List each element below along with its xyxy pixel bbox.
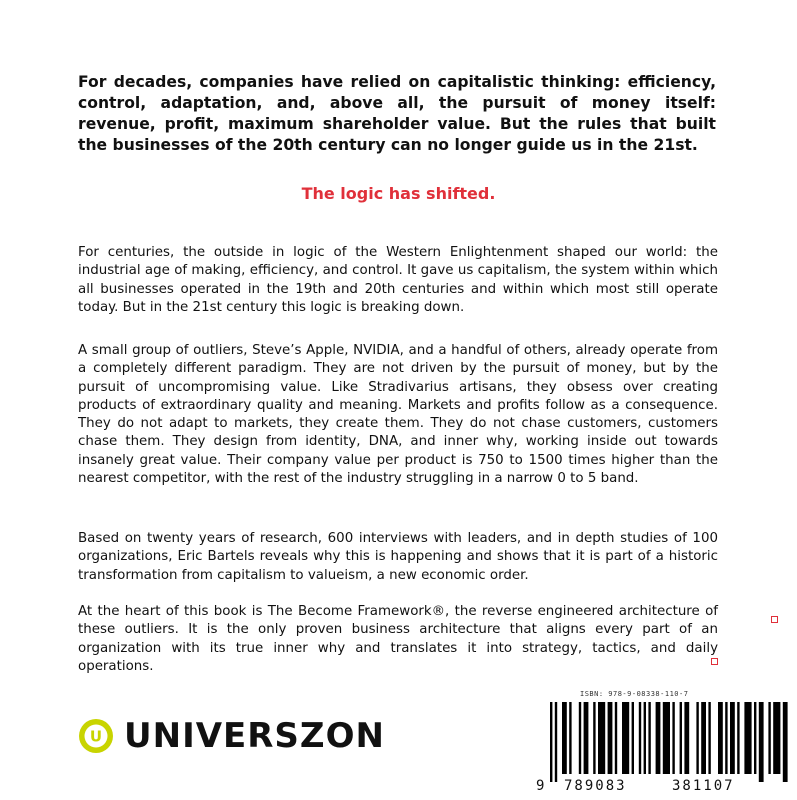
barcode-bar — [725, 702, 727, 774]
isbn-barcode — [536, 686, 797, 800]
barcode-bar — [584, 702, 589, 774]
barcode-bar — [579, 702, 581, 774]
body-paragraph-1: For centuries, the outside in logic of the Western Enlightenment shaped our world: the industrial age of making, efficiency, and control. It gave us capitalism, the system within which all businesses operated in the 19th and 20th centuries and within which most still operate today. But in the 21st century this logic is breaking down. — [78, 245, 718, 315]
barcode-bar — [701, 702, 706, 774]
barcode-bar — [615, 702, 617, 774]
barcode-bar — [718, 702, 723, 774]
barcode-bar — [730, 702, 735, 774]
body-paragraph-2: A small group of outliers, Steve’s Apple, NVIDIA, and a handful of others, already operate from a completely different paradigm. They are not driven by the pursuit of money, but by the pursuit of uncompromising value. Like Stradivarius artisans, they obsess over creating products of extraordinary quality and meaning. Markets and profits follow as a consequence. They do not adapt to markets, they create them. They do not chase customers, customers chase them. They design from identity, DNA, and inner why, working inside out towards insanely great value. Their company value per product is 750 to 1500 times higher than the nearest competitor, with the rest of the industry struggling in a narrow 0 to 5 band. — [78, 343, 718, 487]
barcode-bar — [737, 702, 739, 774]
barcode-bar — [684, 702, 689, 774]
barcode-bars — [542, 702, 792, 782]
tagline: The logic has shifted. — [301, 184, 496, 203]
publisher-logo — [78, 716, 385, 756]
barcode-digit-first: 9 — [536, 778, 545, 794]
barcode-bar — [696, 702, 698, 774]
barcode-bar — [639, 702, 641, 774]
intro-paragraph: For decades, companies have relied on capitalistic thinking: efficiency, control, adaptation, and, above all, the pursuit of money itself: revenue, profit, maximum shareholder value. But the rules that built the businesses of the 20th century can no longer guide us in the 21st. — [78, 73, 716, 154]
publisher-mark-letter: U — [89, 727, 103, 746]
barcode-bar — [680, 702, 682, 774]
publisher-mark-icon — [78, 718, 114, 754]
barcode-bar — [644, 702, 646, 774]
barcode-bar — [622, 702, 629, 774]
barcode-digits-right: 381107 — [672, 778, 735, 794]
print-mark — [771, 616, 778, 623]
barcode-bar — [562, 702, 567, 774]
barcode-bar — [608, 702, 613, 774]
barcode-digits-left: 789083 — [564, 778, 627, 794]
barcode-bar — [744, 702, 751, 774]
body-paragraph-4: At the heart of this book is The Become Framework®, the reverse engineered architecture of these outliers. It is the only proven business architecture that aligns every part of an organization with its true inner why and translates it into strategy, tactics, and daily operations. — [78, 604, 718, 674]
publisher-name: UNIVERSZON — [124, 716, 385, 756]
barcode-bar — [672, 702, 674, 774]
barcode-bar — [593, 702, 595, 774]
barcode-bar — [759, 702, 764, 782]
body-paragraph-3: Based on twenty years of research, 600 interviews with leaders, and in depth studies of 100 organizations, Eric Bartels reveals why this is happening and shows that it is part of a historic transformation from capitalism to valueism, a new economic order. — [78, 531, 718, 583]
barcode-bar — [656, 702, 661, 774]
print-mark — [711, 658, 718, 665]
barcode-bar — [598, 702, 605, 774]
barcode-bar — [632, 702, 634, 774]
barcode-bar — [648, 702, 650, 774]
barcode-bar — [768, 702, 770, 774]
barcode-bar — [550, 702, 552, 782]
barcode-bar — [663, 702, 670, 774]
barcode-bar — [569, 702, 571, 774]
barcode-bar — [773, 702, 780, 774]
barcode-bar — [708, 702, 710, 774]
barcode-bar — [555, 702, 557, 782]
barcode-bar — [783, 702, 788, 782]
isbn-label: ISBN: 978-9-08338-110-7 — [580, 690, 689, 698]
barcode-bar — [754, 702, 756, 774]
